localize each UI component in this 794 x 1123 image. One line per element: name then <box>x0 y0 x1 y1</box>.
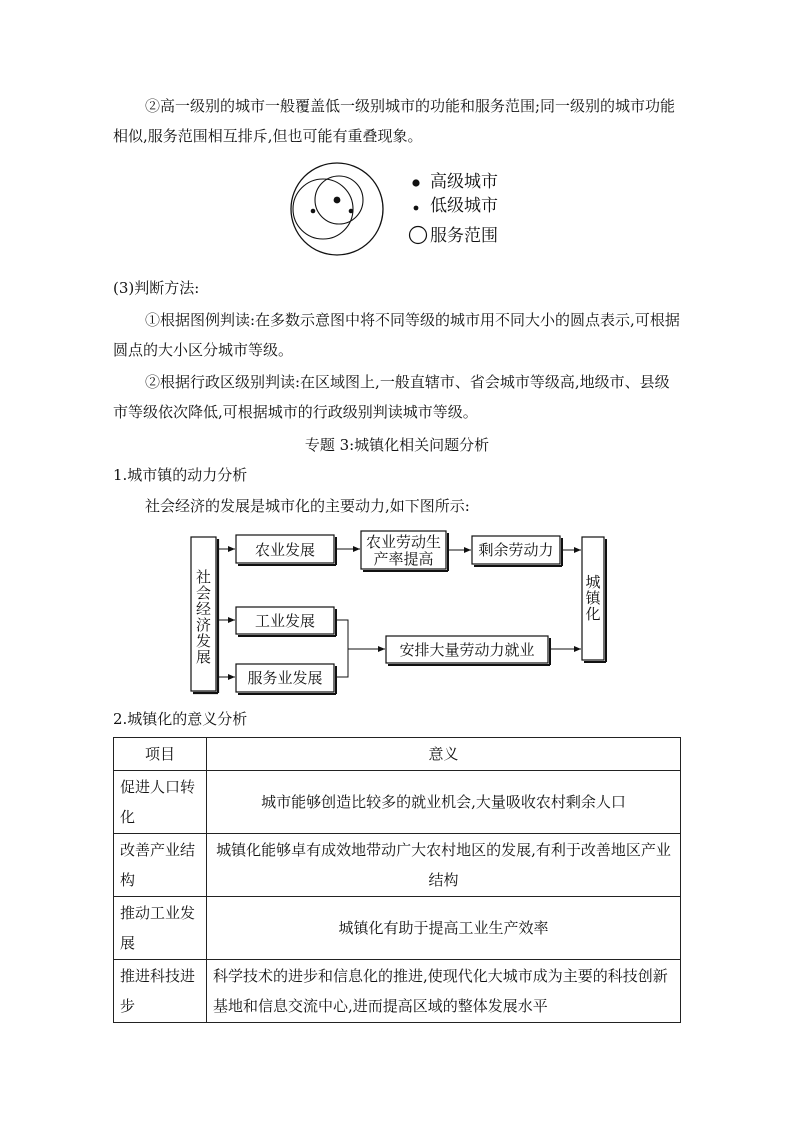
legend-high-city-dot <box>412 179 419 186</box>
table-header-row <box>114 738 681 771</box>
table-header-item: 项目 <box>114 738 207 771</box>
table-row <box>114 960 681 1023</box>
table-row <box>114 897 681 960</box>
table-cell-item: 改善产业结构 <box>114 834 207 897</box>
flow-source-char: 济 <box>195 616 212 634</box>
legend-low-city-dot <box>414 206 419 211</box>
legend-low-city-label: 低级城市 <box>430 196 498 216</box>
flow-surplus-box <box>472 536 562 566</box>
high-city-dot <box>334 197 341 204</box>
method-heading: (3)判断方法: <box>113 279 200 297</box>
table-cell-meaning: 城镇化能够卓有成效地带动广大农村地区的发展,有利于改善地区产业结构 <box>207 834 681 897</box>
low-city-service-circle-left <box>293 179 353 239</box>
flow-source-char: 社 <box>195 568 212 586</box>
flow-employ-label: 安排大量劳动力就业 <box>399 641 535 659</box>
flow-source-char: 会 <box>195 584 212 602</box>
high-city-service-circle <box>291 163 383 255</box>
legend-high-city-label: 高级城市 <box>430 172 498 192</box>
flow-employ-box <box>386 636 550 665</box>
section1-title: 1.城市镇的动力分析 <box>113 466 248 484</box>
table-cell-meaning: 城镇化有助于提高工业生产效率 <box>207 897 681 960</box>
flow-target-box <box>582 537 606 662</box>
flow-agri-productivity-line1: 农业劳动生 <box>365 533 442 551</box>
table-cell-item: 推进科技进步 <box>114 960 207 1023</box>
method-2-paragraph: ②根据行政区级别判读:在区域图上,一般直辖市、省会城市等级高,地级市、县级市等级依次降低,可根据城市的行政级别判读城市等级。 <box>113 373 670 421</box>
flow-source-box <box>191 537 218 693</box>
flow-agri-label: 农业发展 <box>254 541 316 559</box>
flow-agri-box <box>236 535 336 565</box>
urbanization-flowchart <box>180 530 616 696</box>
section1-intro: 社会经济的发展是城市化的主要动力,如下图所示: <box>145 497 470 515</box>
city-hierarchy-diagram <box>280 158 520 262</box>
legend-service-range-label: 服务范围 <box>430 226 498 246</box>
low-city-dot-left <box>311 209 316 214</box>
flow-industry-box <box>236 607 336 636</box>
legend-service-range-circle <box>410 227 427 244</box>
table-cell-item: 促进人口转化 <box>114 771 207 834</box>
flow-industry-label: 工业发展 <box>254 612 316 630</box>
flow-source-char: 展 <box>195 648 212 666</box>
section2-title: 2.城镇化的意义分析 <box>113 710 248 728</box>
flow-target-char: 化 <box>585 605 601 623</box>
hierarchy-paragraph: ②高一级别的城市一般覆盖低一级别城市的功能和服务范围;同一级别的城市功能相似,服务范围相互排斥,但也可能有重叠现象。 <box>113 97 676 145</box>
method-1-paragraph: ①根据图例判读:在多数示意图中将不同等级的城市用不同大小的圆点表示,可根据圆点的大小区分城市等级。 <box>113 311 680 359</box>
flow-target-char: 镇 <box>585 589 601 607</box>
flow-source-char: 经 <box>195 600 212 618</box>
flow-agri-productivity-box <box>361 531 448 571</box>
table-row <box>114 834 681 897</box>
urbanization-meaning-table <box>113 737 681 1023</box>
table-cell-item: 推动工业发展 <box>114 897 207 960</box>
table-row <box>114 771 681 834</box>
flow-source-char: 发 <box>195 632 212 650</box>
flow-surplus-label: 剩余劳动力 <box>478 541 554 559</box>
flow-service-label: 服务业发展 <box>247 669 323 687</box>
flow-agri-productivity-line2: 产率提高 <box>373 550 434 568</box>
topic-title: 专题 3:城镇化相关问题分析 <box>304 436 490 454</box>
flow-target-char: 城 <box>585 573 601 591</box>
flow-service-box <box>236 664 336 694</box>
table-cell-meaning: 城市能够创造比较多的就业机会,大量吸收农村剩余人口 <box>207 771 681 834</box>
low-city-dot-right <box>349 209 354 214</box>
table-header-meaning: 意义 <box>207 738 681 771</box>
table-cell-meaning: 科学技术的进步和信息化的推进,使现代化大城市成为主要的科技创新基地和信息交流中心,进而提高区域的整体发展水平 <box>207 960 681 1023</box>
